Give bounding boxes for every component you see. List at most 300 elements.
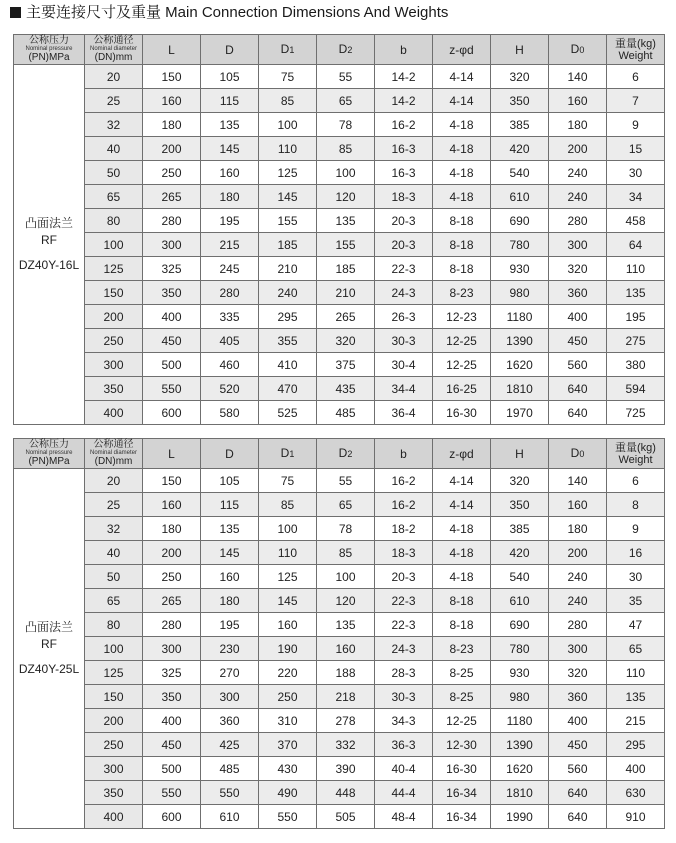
cell-d2: 55	[317, 65, 375, 89]
cell-d: 245	[201, 257, 259, 281]
cell-l: 250	[143, 161, 201, 185]
cell-dn: 150	[85, 685, 143, 709]
cell-weight: 380	[607, 353, 665, 377]
cell-b: 30-3	[375, 685, 433, 709]
table-row	[14, 493, 665, 517]
cell-h: 420	[491, 541, 549, 565]
cell-l: 500	[143, 757, 201, 781]
cell-dn: 200	[85, 709, 143, 733]
cell-weight: 47	[607, 613, 665, 637]
cell-l: 450	[143, 733, 201, 757]
table-row	[14, 589, 665, 613]
table-row	[14, 89, 665, 113]
page-title-text: 主要连接尺寸及重量 Main Connection Dimensions And Weights	[26, 4, 449, 21]
cell-bolt-holes: 12-30	[433, 733, 491, 757]
cell-d0: 360	[549, 685, 607, 709]
cell-l: 550	[143, 781, 201, 805]
cell-d0: 200	[549, 137, 607, 161]
cell-dn: 50	[85, 565, 143, 589]
cell-l: 500	[143, 353, 201, 377]
cell-b: 14-2	[375, 89, 433, 113]
cell-d2: 155	[317, 233, 375, 257]
cell-l: 350	[143, 685, 201, 709]
header-d0: D0	[549, 439, 607, 469]
cell-h: 350	[491, 89, 549, 113]
cell-b: 14-2	[375, 65, 433, 89]
cell-l: 400	[143, 305, 201, 329]
cell-d1: 110	[259, 541, 317, 565]
cell-dn: 400	[85, 805, 143, 829]
cell-dn: 80	[85, 209, 143, 233]
cell-d1: 295	[259, 305, 317, 329]
cell-dn: 350	[85, 377, 143, 401]
table-row	[14, 565, 665, 589]
cell-h: 690	[491, 613, 549, 637]
dimensions-table-25l	[13, 438, 665, 829]
group-face-label: 凸面法兰	[24, 620, 73, 634]
cell-h: 1810	[491, 377, 549, 401]
table-row	[14, 377, 665, 401]
cell-b: 48-4	[375, 805, 433, 829]
cell-d1: 525	[259, 401, 317, 425]
cell-dn: 50	[85, 161, 143, 185]
cell-b: 20-3	[375, 233, 433, 257]
cell-b: 16-2	[375, 469, 433, 493]
cell-h: 1620	[491, 757, 549, 781]
cell-l: 550	[143, 377, 201, 401]
cell-bolt-holes: 8-25	[433, 685, 491, 709]
header-weight: 重量(kg) Weight	[607, 439, 665, 469]
cell-dn: 80	[85, 613, 143, 637]
cell-h: 385	[491, 113, 549, 137]
cell-b: 22-3	[375, 589, 433, 613]
cell-d: 405	[201, 329, 259, 353]
cell-d2: 78	[317, 113, 375, 137]
cell-d2: 218	[317, 685, 375, 709]
table-row	[14, 469, 665, 493]
cell-l: 280	[143, 613, 201, 637]
cell-l: 280	[143, 209, 201, 233]
cell-weight: 6	[607, 65, 665, 89]
cell-bolt-holes: 4-18	[433, 161, 491, 185]
cell-d: 180	[201, 589, 259, 613]
cell-h: 1180	[491, 709, 549, 733]
header-d: D	[201, 439, 259, 469]
cell-d: 520	[201, 377, 259, 401]
cell-b: 22-3	[375, 257, 433, 281]
cell-weight: 9	[607, 113, 665, 137]
cell-d2: 160	[317, 637, 375, 661]
cell-h: 1390	[491, 329, 549, 353]
cell-weight: 135	[607, 281, 665, 305]
header-d1: D1	[259, 439, 317, 469]
cell-d: 335	[201, 305, 259, 329]
cell-d0: 280	[549, 209, 607, 233]
cell-bolt-holes: 12-25	[433, 329, 491, 353]
table-row	[14, 257, 665, 281]
cell-d0: 240	[549, 161, 607, 185]
header-nominal-pressure: 公称压力 Nominal pressure (PN)MPa	[14, 439, 85, 469]
cell-b: 36-3	[375, 733, 433, 757]
table-row	[14, 805, 665, 829]
cell-d1: 75	[259, 65, 317, 89]
cell-d0: 160	[549, 493, 607, 517]
cell-l: 400	[143, 709, 201, 733]
cell-d1: 470	[259, 377, 317, 401]
cell-l: 300	[143, 637, 201, 661]
header-d2: D2	[317, 35, 375, 65]
cell-d2: 65	[317, 493, 375, 517]
cell-b: 28-3	[375, 661, 433, 685]
cell-d1: 145	[259, 589, 317, 613]
cell-d2: 55	[317, 469, 375, 493]
cell-weight: 9	[607, 517, 665, 541]
pressure-group-cell	[14, 65, 85, 425]
cell-weight: 8	[607, 493, 665, 517]
table-row	[14, 353, 665, 377]
cell-weight: 295	[607, 733, 665, 757]
cell-h: 540	[491, 161, 549, 185]
cell-d0: 640	[549, 377, 607, 401]
header-h: H	[491, 439, 549, 469]
cell-weight: 65	[607, 637, 665, 661]
table-row	[14, 305, 665, 329]
cell-bolt-holes: 8-18	[433, 613, 491, 637]
cell-bolt-holes: 16-34	[433, 781, 491, 805]
cell-b: 16-2	[375, 493, 433, 517]
cell-d: 145	[201, 541, 259, 565]
cell-d2: 120	[317, 185, 375, 209]
cell-d2: 265	[317, 305, 375, 329]
cell-d: 300	[201, 685, 259, 709]
table-row	[14, 709, 665, 733]
cell-d0: 300	[549, 637, 607, 661]
cell-weight: 34	[607, 185, 665, 209]
cell-weight: 215	[607, 709, 665, 733]
cell-d: 360	[201, 709, 259, 733]
cell-d1: 310	[259, 709, 317, 733]
cell-dn: 350	[85, 781, 143, 805]
cell-b: 24-3	[375, 637, 433, 661]
header-d2: D2	[317, 439, 375, 469]
cell-d: 115	[201, 493, 259, 517]
cell-b: 30-4	[375, 353, 433, 377]
cell-d2: 278	[317, 709, 375, 733]
cell-d1: 125	[259, 161, 317, 185]
header-h: H	[491, 35, 549, 65]
cell-d1: 100	[259, 113, 317, 137]
cell-h: 385	[491, 517, 549, 541]
cell-d: 105	[201, 65, 259, 89]
header-bolt-holes: z-φd	[433, 439, 491, 469]
cell-weight: 6	[607, 469, 665, 493]
cell-d2: 85	[317, 137, 375, 161]
cell-d0: 400	[549, 305, 607, 329]
cell-d2: 78	[317, 517, 375, 541]
cell-d0: 450	[549, 733, 607, 757]
cell-weight: 35	[607, 589, 665, 613]
cell-d0: 360	[549, 281, 607, 305]
cell-bolt-holes: 8-25	[433, 661, 491, 685]
cell-bolt-holes: 4-18	[433, 185, 491, 209]
cell-dn: 32	[85, 113, 143, 137]
cell-l: 200	[143, 541, 201, 565]
cell-bolt-holes: 8-18	[433, 589, 491, 613]
cell-d0: 300	[549, 233, 607, 257]
cell-d2: 390	[317, 757, 375, 781]
cell-b: 36-4	[375, 401, 433, 425]
header-d0: D0	[549, 35, 607, 65]
cell-d1: 355	[259, 329, 317, 353]
cell-dn: 65	[85, 185, 143, 209]
table-row	[14, 401, 665, 425]
cell-d: 160	[201, 565, 259, 589]
cell-d0: 140	[549, 469, 607, 493]
cell-d1: 550	[259, 805, 317, 829]
cell-d2: 332	[317, 733, 375, 757]
header-l: L	[143, 35, 201, 65]
cell-h: 690	[491, 209, 549, 233]
group-face-label: 凸面法兰	[24, 216, 73, 230]
square-bullet-icon	[10, 7, 21, 18]
cell-dn: 40	[85, 137, 143, 161]
cell-d2: 120	[317, 589, 375, 613]
cell-dn: 400	[85, 401, 143, 425]
table-row	[14, 281, 665, 305]
cell-h: 540	[491, 565, 549, 589]
cell-d1: 250	[259, 685, 317, 709]
cell-l: 200	[143, 137, 201, 161]
cell-h: 1620	[491, 353, 549, 377]
group-rf-label: RF	[41, 637, 57, 651]
cell-weight: 15	[607, 137, 665, 161]
cell-d0: 640	[549, 781, 607, 805]
table-row	[14, 637, 665, 661]
cell-d1: 370	[259, 733, 317, 757]
cell-h: 1970	[491, 401, 549, 425]
cell-d1: 125	[259, 565, 317, 589]
cell-dn: 65	[85, 589, 143, 613]
table-row	[14, 113, 665, 137]
cell-weight: 594	[607, 377, 665, 401]
cell-dn: 25	[85, 493, 143, 517]
cell-bolt-holes: 16-30	[433, 401, 491, 425]
table-row	[14, 233, 665, 257]
cell-d0: 240	[549, 565, 607, 589]
header-b: b	[375, 35, 433, 65]
cell-weight: 630	[607, 781, 665, 805]
cell-d2: 210	[317, 281, 375, 305]
cell-b: 20-3	[375, 209, 433, 233]
cell-l: 150	[143, 469, 201, 493]
cell-b: 22-3	[375, 613, 433, 637]
cell-d1: 185	[259, 233, 317, 257]
cell-bolt-holes: 16-30	[433, 757, 491, 781]
cell-l: 265	[143, 185, 201, 209]
cell-dn: 100	[85, 233, 143, 257]
cell-weight: 110	[607, 257, 665, 281]
cell-h: 420	[491, 137, 549, 161]
cell-d1: 160	[259, 613, 317, 637]
cell-l: 450	[143, 329, 201, 353]
cell-h: 780	[491, 637, 549, 661]
cell-h: 1810	[491, 781, 549, 805]
cell-b: 18-3	[375, 185, 433, 209]
cell-bolt-holes: 4-18	[433, 565, 491, 589]
cell-dn: 200	[85, 305, 143, 329]
cell-l: 300	[143, 233, 201, 257]
cell-b: 16-2	[375, 113, 433, 137]
cell-h: 980	[491, 281, 549, 305]
cell-bolt-holes: 4-18	[433, 113, 491, 137]
cell-d1: 155	[259, 209, 317, 233]
cell-d1: 85	[259, 493, 317, 517]
cell-d0: 200	[549, 541, 607, 565]
cell-l: 150	[143, 65, 201, 89]
cell-bolt-holes: 4-14	[433, 65, 491, 89]
cell-d2: 85	[317, 541, 375, 565]
cell-bolt-holes: 8-23	[433, 637, 491, 661]
cell-h: 1390	[491, 733, 549, 757]
cell-d: 105	[201, 469, 259, 493]
header-nominal-diameter: 公称通径 Nominal diameter (DN)mm	[85, 35, 143, 65]
cell-d: 135	[201, 517, 259, 541]
table-row	[14, 329, 665, 353]
cell-weight: 725	[607, 401, 665, 425]
cell-d: 610	[201, 805, 259, 829]
table-row	[14, 733, 665, 757]
header-bolt-holes: z-φd	[433, 35, 491, 65]
group-model-label: DZ40Y-16L	[18, 258, 80, 272]
cell-b: 18-3	[375, 541, 433, 565]
cell-d0: 320	[549, 257, 607, 281]
cell-weight: 16	[607, 541, 665, 565]
cell-weight: 195	[607, 305, 665, 329]
cell-d: 180	[201, 185, 259, 209]
cell-d2: 135	[317, 613, 375, 637]
cell-b: 34-4	[375, 377, 433, 401]
cell-d2: 505	[317, 805, 375, 829]
cell-h: 980	[491, 685, 549, 709]
table-row	[14, 781, 665, 805]
cell-weight: 400	[607, 757, 665, 781]
cell-d0: 240	[549, 589, 607, 613]
header-d: D	[201, 35, 259, 65]
cell-bolt-holes: 16-25	[433, 377, 491, 401]
cell-b: 20-3	[375, 565, 433, 589]
table-row	[14, 757, 665, 781]
cell-d: 115	[201, 89, 259, 113]
cell-d: 145	[201, 137, 259, 161]
cell-d2: 320	[317, 329, 375, 353]
cell-d0: 240	[549, 185, 607, 209]
cell-d2: 448	[317, 781, 375, 805]
cell-h: 930	[491, 257, 549, 281]
header-l: L	[143, 439, 201, 469]
cell-d1: 410	[259, 353, 317, 377]
cell-bolt-holes: 4-18	[433, 541, 491, 565]
table-row	[14, 65, 665, 89]
cell-d2: 435	[317, 377, 375, 401]
cell-d0: 640	[549, 805, 607, 829]
cell-d2: 375	[317, 353, 375, 377]
cell-bolt-holes: 8-18	[433, 233, 491, 257]
cell-h: 320	[491, 65, 549, 89]
page-title	[10, 4, 448, 22]
cell-l: 350	[143, 281, 201, 305]
cell-d0: 180	[549, 517, 607, 541]
table-row	[14, 137, 665, 161]
cell-bolt-holes: 4-14	[433, 89, 491, 113]
header-nominal-pressure: 公称压力 Nominal pressure (PN)MPa	[14, 35, 85, 65]
cell-h: 350	[491, 493, 549, 517]
cell-weight: 275	[607, 329, 665, 353]
cell-d2: 188	[317, 661, 375, 685]
cell-l: 250	[143, 565, 201, 589]
cell-b: 44-4	[375, 781, 433, 805]
cell-l: 600	[143, 805, 201, 829]
table-row	[14, 185, 665, 209]
cell-d: 195	[201, 613, 259, 637]
cell-d0: 140	[549, 65, 607, 89]
cell-weight: 64	[607, 233, 665, 257]
cell-d: 580	[201, 401, 259, 425]
cell-d1: 75	[259, 469, 317, 493]
cell-bolt-holes: 16-34	[433, 805, 491, 829]
cell-h: 610	[491, 589, 549, 613]
cell-d0: 280	[549, 613, 607, 637]
cell-d: 280	[201, 281, 259, 305]
cell-d1: 220	[259, 661, 317, 685]
cell-h: 1180	[491, 305, 549, 329]
cell-dn: 300	[85, 757, 143, 781]
table-row	[14, 161, 665, 185]
cell-b: 26-3	[375, 305, 433, 329]
cell-dn: 125	[85, 661, 143, 685]
cell-bolt-holes: 12-25	[433, 353, 491, 377]
cell-l: 180	[143, 113, 201, 137]
table-row	[14, 541, 665, 565]
cell-bolt-holes: 4-18	[433, 137, 491, 161]
cell-d0: 400	[549, 709, 607, 733]
cell-d0: 450	[549, 329, 607, 353]
cell-bolt-holes: 8-23	[433, 281, 491, 305]
cell-dn: 25	[85, 89, 143, 113]
cell-d0: 160	[549, 89, 607, 113]
cell-bolt-holes: 8-18	[433, 209, 491, 233]
cell-weight: 7	[607, 89, 665, 113]
cell-d2: 185	[317, 257, 375, 281]
cell-l: 600	[143, 401, 201, 425]
cell-bolt-holes: 4-18	[433, 517, 491, 541]
cell-weight: 30	[607, 565, 665, 589]
cell-d2: 135	[317, 209, 375, 233]
cell-b: 34-3	[375, 709, 433, 733]
header-weight: 重量(kg) Weight	[607, 35, 665, 65]
cell-dn: 150	[85, 281, 143, 305]
cell-l: 325	[143, 257, 201, 281]
cell-d: 550	[201, 781, 259, 805]
cell-d: 160	[201, 161, 259, 185]
cell-d0: 560	[549, 757, 607, 781]
cell-dn: 125	[85, 257, 143, 281]
cell-h: 780	[491, 233, 549, 257]
cell-dn: 250	[85, 733, 143, 757]
cell-dn: 20	[85, 469, 143, 493]
cell-b: 16-3	[375, 137, 433, 161]
cell-d2: 100	[317, 565, 375, 589]
cell-d1: 190	[259, 637, 317, 661]
